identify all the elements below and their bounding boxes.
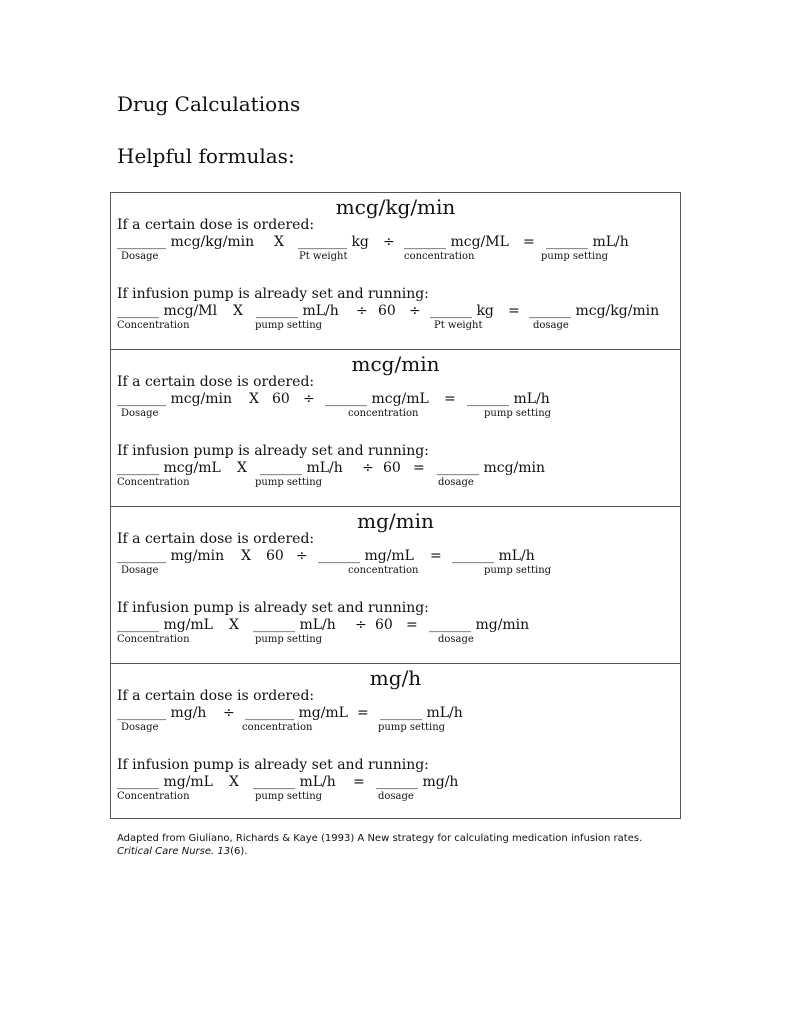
- citation-journal-line: [117, 845, 642, 858]
- pump-setting-blank: ______ mL/h: [452, 548, 535, 564]
- label-dosage: dosage: [438, 634, 474, 645]
- equals-operator: =: [430, 548, 442, 564]
- label-concentration: Concentration: [117, 634, 190, 645]
- label-pt-weight: Pt weight: [434, 320, 483, 331]
- concentration-blank: ______ mcg/mL: [117, 460, 221, 476]
- pump-setting-blank: ______ mL/h: [260, 460, 343, 476]
- equals-operator: =: [508, 303, 520, 319]
- concentration-blank: _______ mg/mL: [245, 705, 348, 721]
- divide-operator: ÷: [383, 234, 395, 250]
- dosage-blank: _______ mcg/min: [117, 391, 233, 407]
- times-operator: X: [237, 460, 247, 476]
- pump-setting-blank: ______ mL/h: [380, 705, 463, 721]
- label-pump-setting: pump setting: [484, 565, 552, 576]
- dose-prompt: If a certain dose is ordered:: [117, 217, 315, 233]
- sixty-constant: 60: [272, 391, 290, 407]
- section-divider: [111, 349, 680, 350]
- label-concentration: concentration: [348, 408, 419, 419]
- times-operator: X: [274, 234, 284, 250]
- equals-operator: =: [406, 617, 418, 633]
- citation-journal: Critical Care Nurse. 13: [117, 846, 231, 857]
- divide-operator: ÷: [409, 303, 421, 319]
- citation-source: Adapted from Giuliano, Richards & Kaye (1993) A New strategy for calculating medication infusion rates.: [117, 833, 643, 844]
- pump-setting-blank: ______ mL/h: [253, 617, 336, 633]
- document-subtitle: Helpful formulas:: [117, 144, 295, 168]
- section-heading: mg/h: [369, 666, 422, 690]
- section-heading: mcg/kg/min: [335, 195, 456, 219]
- dosage-blank: ______ mg/min: [429, 617, 530, 633]
- label-dosage: Dosage: [121, 565, 159, 576]
- equals-operator: =: [523, 234, 535, 250]
- label-concentration: Concentration: [117, 791, 190, 802]
- dose-prompt: If a certain dose is ordered:: [117, 531, 315, 547]
- formula-table: [110, 192, 681, 819]
- dosage-blank: _______ mg/min: [117, 548, 225, 564]
- pump-prompt: If infusion pump is already set and running:: [117, 286, 429, 302]
- section-heading: mcg/min: [351, 352, 440, 376]
- citation-issue: (6).: [230, 846, 248, 857]
- label-pump-setting: pump setting: [255, 320, 323, 331]
- divide-operator: ÷: [303, 391, 315, 407]
- pump-setting-blank: ______ mL/h: [256, 303, 339, 319]
- label-dosage: dosage: [378, 791, 414, 802]
- equals-operator: =: [413, 460, 425, 476]
- label-pt-weight: Pt weight: [299, 251, 348, 262]
- divide-operator: ÷: [223, 705, 235, 721]
- dose-prompt: If a certain dose is ordered:: [117, 374, 315, 390]
- dosage-blank: _______ mcg/kg/min: [117, 234, 255, 250]
- pump-setting-blank: ______ mL/h: [467, 391, 550, 407]
- concentration-blank: ______ mg/mL: [117, 774, 213, 790]
- concentration-blank: ______ mcg/mL: [325, 391, 429, 407]
- weight-blank: ______ kg: [430, 303, 494, 319]
- times-operator: X: [249, 391, 259, 407]
- concentration-blank: ______ mg/mL: [117, 617, 213, 633]
- sixty-constant: 60: [378, 303, 396, 319]
- label-dosage: Dosage: [121, 251, 159, 262]
- pump-prompt: If infusion pump is already set and running:: [117, 443, 429, 459]
- concentration-blank: ______ mcg/ML: [404, 234, 509, 250]
- document-title: Drug Calculations: [117, 92, 301, 116]
- label-pump-setting: pump setting: [255, 477, 323, 488]
- pump-prompt: If infusion pump is already set and running:: [117, 600, 429, 616]
- dosage-blank: ______ mcg/min: [437, 460, 546, 476]
- sixty-constant: 60: [266, 548, 284, 564]
- times-operator: X: [229, 774, 239, 790]
- citation: [117, 832, 642, 858]
- pump-setting-blank: ______ mL/h: [546, 234, 629, 250]
- sixty-constant: 60: [375, 617, 393, 633]
- section-divider: [111, 663, 680, 664]
- label-dosage: Dosage: [121, 722, 159, 733]
- equals-operator: =: [353, 774, 365, 790]
- section-heading: mg/min: [357, 509, 434, 533]
- label-dosage: Dosage: [121, 408, 159, 419]
- label-pump-setting: pump setting: [541, 251, 609, 262]
- label-concentration: concentration: [404, 251, 475, 262]
- equals-operator: =: [444, 391, 456, 407]
- section-divider: [111, 506, 680, 507]
- concentration-blank: ______ mg/mL: [318, 548, 414, 564]
- label-concentration: Concentration: [117, 477, 190, 488]
- times-operator: X: [233, 303, 243, 319]
- label-concentration: Concentration: [117, 320, 190, 331]
- sixty-constant: 60: [383, 460, 401, 476]
- label-dosage: dosage: [533, 320, 569, 331]
- dosage-blank: ______ mg/h: [376, 774, 459, 790]
- label-concentration: concentration: [242, 722, 313, 733]
- label-concentration: concentration: [348, 565, 419, 576]
- divide-operator: ÷: [296, 548, 308, 564]
- label-pump-setting: pump setting: [255, 791, 323, 802]
- times-operator: X: [229, 617, 239, 633]
- label-pump-setting: pump setting: [378, 722, 446, 733]
- label-pump-setting: pump setting: [255, 634, 323, 645]
- equals-operator: =: [357, 705, 369, 721]
- label-pump-setting: pump setting: [484, 408, 552, 419]
- dosage-blank: ______ mcg/kg/min: [529, 303, 660, 319]
- dose-prompt: If a certain dose is ordered:: [117, 688, 315, 704]
- label-dosage: dosage: [438, 477, 474, 488]
- divide-operator: ÷: [355, 617, 367, 633]
- dosage-blank: _______ mg/h: [117, 705, 207, 721]
- weight-blank: _______ kg: [298, 234, 369, 250]
- pump-prompt: If infusion pump is already set and running:: [117, 757, 429, 773]
- times-operator: X: [241, 548, 251, 564]
- divide-operator: ÷: [356, 303, 368, 319]
- pump-setting-blank: ______ mL/h: [253, 774, 336, 790]
- divide-operator: ÷: [362, 460, 374, 476]
- concentration-blank: ______ mcg/Ml: [117, 303, 218, 319]
